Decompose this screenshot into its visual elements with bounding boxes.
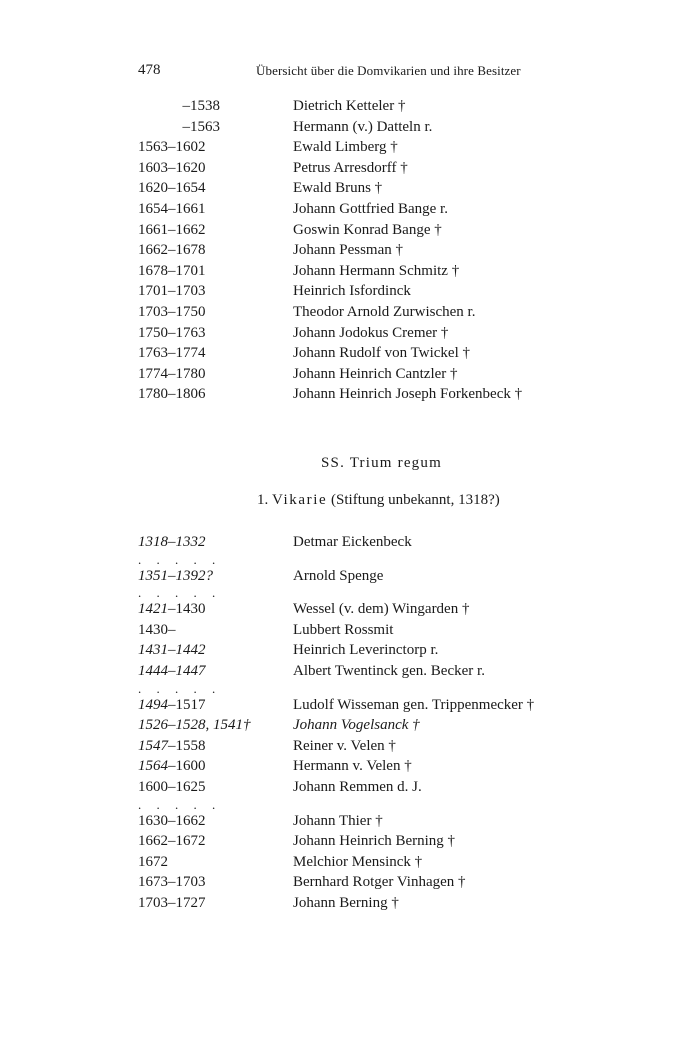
list-item: [0, 599, 700, 620]
tenure-years: –1563: [182, 118, 220, 135]
vicar-name: Bernhard Rotger Vinhagen †: [293, 874, 466, 891]
vicar-list-2: [0, 532, 700, 914]
list-item: [0, 620, 700, 641]
list-item: [0, 872, 700, 893]
ellipsis-gap: [0, 553, 700, 566]
vicar-list-1: [0, 96, 700, 405]
tenure-years: 1662–1678: [138, 242, 206, 259]
vicar-name: Johann Heinrich Joseph Forkenbeck †: [293, 386, 523, 403]
running-title: Übersicht über die Domvikarien und ihre Besitzer: [256, 63, 521, 78]
vicar-name: Arnold Spenge: [293, 567, 384, 584]
vicar-name: Ludolf Wisseman gen. Trippenmecker †: [293, 696, 535, 713]
vicar-name: Goswin Konrad Bange †: [293, 221, 442, 238]
vicar-name: Johann Remmen d. J.: [293, 778, 422, 795]
tenure-years-start: 1564: [138, 758, 168, 775]
tenure-years: 1780–1806: [138, 386, 206, 403]
list-item: [0, 756, 700, 777]
list-item: [0, 736, 700, 757]
ellipsis-gap: [0, 682, 700, 695]
list-item: [0, 96, 700, 117]
list-item: [0, 220, 700, 241]
vicar-name: Johann Berning †: [293, 894, 399, 911]
vicar-name: Ewald Limberg †: [293, 139, 398, 156]
page-number: 478: [138, 62, 161, 78]
ellipsis-dots: . . . . .: [138, 796, 222, 812]
tenure-years: 1701–1703: [138, 283, 206, 300]
ellipsis-dots: . . . . .: [138, 585, 222, 601]
section-title: [321, 455, 700, 472]
tenure-years: 1750–1763: [138, 324, 206, 341]
tenure-years-start: 1547: [138, 737, 168, 754]
tenure-years: 1603–1620: [138, 159, 206, 176]
ellipsis-gap: [0, 798, 700, 811]
vicar-name: Theodor Arnold Zurwischen r.: [293, 303, 476, 320]
tenure-years: 1774–1780: [138, 365, 206, 382]
tenure-years: 1672: [138, 853, 168, 870]
list-item: [0, 343, 700, 364]
tenure-years: 1318–1332: [138, 534, 206, 550]
list-item: [0, 240, 700, 261]
vicar-name: Lubbert Rossmit: [293, 621, 394, 638]
list-item: [0, 695, 700, 716]
subtitle-number: 1.: [257, 492, 269, 508]
tenure-years: 1563–1602: [138, 139, 206, 156]
vicar-name: Heinrich Leverinctorp r.: [293, 642, 439, 659]
ellipsis-dots: . . . . .: [138, 551, 222, 567]
tenure-years: [138, 695, 206, 716]
list-item: [0, 777, 700, 798]
vicar-name: Reiner v. Velen †: [293, 737, 396, 754]
tenure-years-end: –1600: [168, 758, 206, 775]
tenure-years: –1538: [182, 98, 220, 114]
tenure-years-start: 1494: [138, 696, 168, 713]
section-subtitle: [257, 492, 700, 509]
ellipsis-gap: [0, 586, 700, 599]
vicar-name: Detmar Eickenbeck: [293, 534, 412, 550]
vicar-name: Johann Gottfried Bange r.: [293, 200, 448, 217]
vicar-name: Heinrich Isfordinck: [293, 283, 411, 300]
list-item: [0, 199, 700, 220]
vicar-name: Petrus Arresdorff †: [293, 159, 408, 176]
vicar-name: Johann Heinrich Cantzler †: [293, 365, 458, 382]
subtitle-detail: (Stiftung unbekannt, 1318?): [331, 492, 500, 508]
vicar-name: Wessel (v. dem) Wingarden †: [293, 601, 470, 618]
list-item: [0, 364, 700, 385]
list-item: [0, 893, 700, 914]
list-item: [0, 566, 700, 587]
tenure-years: 1662–1672: [138, 833, 206, 850]
vicar-name: Dietrich Ketteler †: [293, 98, 406, 114]
vicar-name: Hermann (v.) Datteln r.: [293, 118, 433, 135]
tenure-years: 1431–1442: [138, 642, 206, 659]
page-header: [138, 62, 578, 82]
subtitle-word: Vikarie: [272, 492, 328, 508]
list-item: [0, 532, 700, 553]
tenure-years-start: 1421: [138, 601, 168, 618]
tenure-years-end: –1430: [168, 601, 206, 618]
list-item: [0, 302, 700, 323]
tenure-years: [138, 599, 206, 620]
tenure-years-end: –1558: [168, 737, 206, 754]
vicar-name: Albert Twentinck gen. Becker r.: [293, 662, 485, 679]
list-item: [0, 117, 700, 138]
list-item: [0, 661, 700, 682]
tenure-years-end: –1517: [168, 696, 206, 713]
list-item: [0, 831, 700, 852]
tenure-years: [138, 736, 206, 757]
vicar-name: Johann Heinrich Berning †: [293, 833, 456, 850]
list-item: [0, 852, 700, 873]
vicar-name: Melchior Mensinck †: [293, 853, 423, 870]
vicar-name: Johann Thier †: [293, 812, 383, 829]
tenure-years: 1444–1447: [138, 662, 206, 679]
list-item: [0, 178, 700, 199]
vicar-name: Ewald Bruns †: [293, 180, 383, 197]
list-item: [0, 323, 700, 344]
tenure-years: 1600–1625: [138, 778, 206, 795]
tenure-years: 1620–1654: [138, 180, 206, 197]
tenure-years: 1703–1727: [138, 894, 206, 911]
list-item: [0, 640, 700, 661]
section-title-text: SS. Trium regum: [321, 455, 442, 471]
vicar-name: Johann Hermann Schmitz †: [293, 262, 460, 279]
tenure-years: [138, 756, 206, 777]
tenure-years: 1763–1774: [138, 345, 206, 362]
list-item: [0, 158, 700, 179]
tenure-years: 1673–1703: [138, 874, 206, 891]
list-item: [0, 715, 700, 736]
list-item: [0, 811, 700, 832]
tenure-years: 1703–1750: [138, 303, 206, 320]
tenure-years: 1654–1661: [138, 200, 206, 217]
tenure-years: 1630–1662: [138, 812, 206, 829]
tenure-years: 1351–1392?: [138, 567, 213, 584]
tenure-years: 1526–1528, 1541†: [138, 717, 251, 734]
tenure-years: 1430–: [138, 621, 176, 638]
list-item: [0, 137, 700, 158]
list-item: [0, 261, 700, 282]
tenure-years: 1661–1662: [138, 221, 206, 238]
tenure-years: 1678–1701: [138, 262, 206, 279]
vicar-name: Johann Vogelsanck †: [293, 717, 420, 734]
list-item: [0, 384, 700, 405]
list-item: [0, 281, 700, 302]
vicar-name: Johann Rudolf von Twickel †: [293, 345, 470, 362]
ellipsis-dots: . . . . .: [138, 680, 222, 696]
vicar-name: Hermann v. Velen †: [293, 758, 412, 775]
vicar-name: Johann Pessman †: [293, 242, 403, 259]
vicar-name: Johann Jodokus Cremer †: [293, 324, 449, 341]
